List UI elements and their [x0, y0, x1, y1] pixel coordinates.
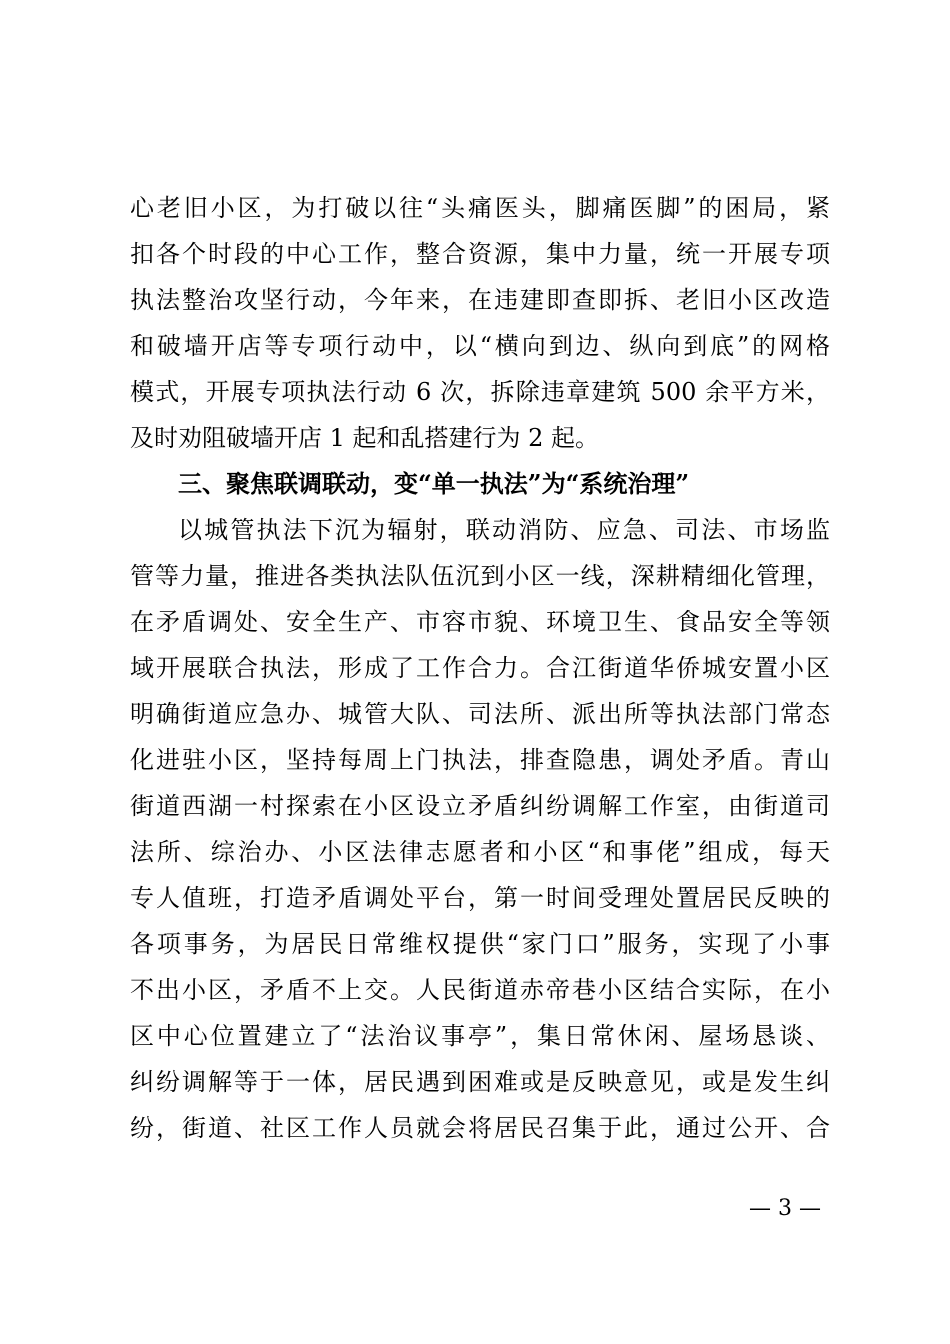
paragraph-line: 纠纷调解等于一体，居民遇到困难或是反映意见，或是发生纠: [130, 1068, 830, 1096]
paragraph-line: 各项事务，为居民日常维权提供“家门口”服务，实现了小事: [130, 930, 830, 958]
paragraph-line: 及时劝阻破墙开店 1 起和乱搭建行为 2 起。: [130, 424, 600, 452]
paragraph-line: 纷，街道、社区工作人员就会将居民召集于此，通过公开、合: [130, 1114, 830, 1142]
paragraph-line: 扣各个时段的中心工作，整合资源，集中力量，统一开展专项: [130, 240, 830, 268]
paragraph-line: 执法整治攻坚行动，今年来，在违建即查即拆、老旧小区改造: [130, 286, 830, 314]
paragraph-line: 明确街道应急办、城管大队、司法所、派出所等执法部门常态: [130, 700, 830, 728]
paragraph-line: 法所、综治办、小区法律志愿者和小区“和事佬”组成，每天: [130, 838, 830, 866]
paragraph-line: 不出小区，矛盾不上交。人民街道赤帝巷小区结合实际，在小: [130, 976, 830, 1004]
paragraph-line: 区中心位置建立了“法治议事亭”，集日常休闲、屋场恳谈、: [130, 1022, 830, 1050]
section-heading: 三、聚焦联调联动，变“单一执法”为“系统治理”: [178, 469, 690, 498]
paragraph-line: 域开展联合执法，形成了工作合力。合江街道华侨城安置小区: [130, 654, 830, 682]
paragraph-line: 心老旧小区，为打破以往“头痛医头，脚痛医脚”的困局，紧: [130, 194, 830, 222]
paragraph-line: 模式，开展专项执法行动 6 次，拆除违章建筑 500 余平方米，: [130, 378, 830, 406]
paragraph-line: 以城管执法下沉为辐射，联动消防、应急、司法、市场监: [178, 516, 830, 544]
paragraph-line: 和破墙开店等专项行动中，以“横向到边、纵向到底”的网格: [130, 332, 830, 360]
paragraph-line: 管等力量，推进各类执法队伍沉到小区一线，深耕精细化管理，: [130, 562, 830, 590]
paragraph-line: 专人值班，打造矛盾调处平台，第一时间受理处置居民反映的: [130, 884, 830, 912]
paragraph-line: 在矛盾调处、安全生产、市容市貌、环境卫生、食品安全等领: [130, 608, 830, 636]
page-number: — 3 —: [749, 1196, 821, 1221]
paragraph-line: 化进驻小区，坚持每周上门执法，排查隐患，调处矛盾。青山: [130, 746, 830, 774]
paragraph-line: 街道西湖一村探索在小区设立矛盾纠纷调解工作室，由街道司: [130, 792, 830, 820]
